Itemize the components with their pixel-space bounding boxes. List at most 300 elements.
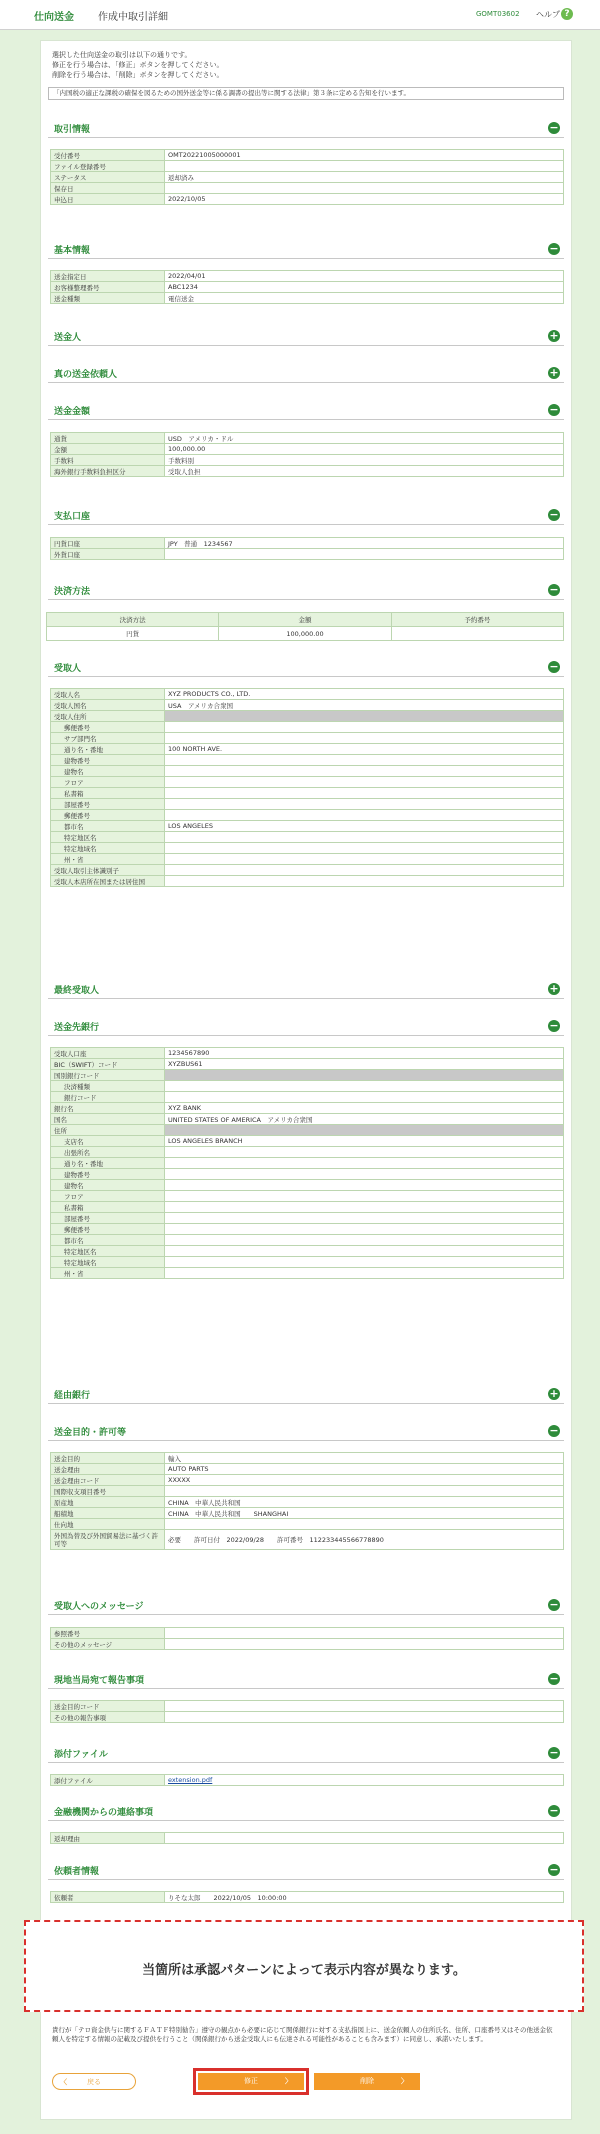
table-row	[51, 1092, 564, 1103]
section-title: 受取人へのメッセージ	[54, 1602, 144, 1612]
approval-pattern-notice	[24, 1920, 584, 2012]
field-label: 部屋番号	[51, 1213, 165, 1224]
section-header-saishu[interactable]	[48, 979, 564, 999]
section-header-keiyu[interactable]	[48, 1384, 564, 1404]
field-value	[165, 810, 564, 821]
field-label: 受取人口座	[51, 1048, 165, 1059]
screen-id: GOMT03602	[476, 10, 520, 18]
field-value	[165, 843, 564, 854]
table-row	[51, 711, 564, 722]
table-row	[51, 843, 564, 854]
field-value: LOS ANGELES	[165, 821, 564, 832]
section-header-mokuteki[interactable]	[48, 1421, 564, 1441]
collapse-icon[interactable]: −	[549, 403, 559, 416]
table-row	[51, 1147, 564, 1158]
field-value	[165, 733, 564, 744]
field-value: 輸入	[165, 1453, 564, 1464]
field-value	[165, 1833, 564, 1844]
field-value: 返却済み	[165, 172, 564, 183]
table-row	[51, 538, 564, 549]
field-value	[165, 876, 564, 887]
field-label: 銀行名	[51, 1103, 165, 1114]
field-value	[165, 1628, 564, 1639]
table-row	[51, 161, 564, 172]
field-label: 州・省	[51, 854, 165, 865]
field-label: 原産地	[51, 1497, 165, 1508]
table-row	[51, 1712, 564, 1723]
field-value: XYZBUS61	[165, 1059, 564, 1070]
section-header-kingaku[interactable]	[48, 400, 564, 420]
table-row	[51, 271, 564, 282]
table-row	[51, 1464, 564, 1475]
section-title: 現地当局宛て報告事項	[54, 1676, 145, 1686]
app-header	[0, 0, 600, 30]
table-row	[51, 1235, 564, 1246]
section-header-uketori[interactable]	[48, 657, 564, 677]
field-value	[165, 1092, 564, 1103]
table-row	[51, 1059, 564, 1070]
table-row	[51, 1180, 564, 1191]
field-label: その他の報告事項	[51, 1712, 165, 1723]
field-label: 特定地域名	[51, 1257, 165, 1268]
table-shiharai	[50, 537, 564, 560]
table-row	[51, 1833, 564, 1844]
field-value: 100,000.00	[165, 444, 564, 455]
collapse-icon[interactable]: −	[549, 660, 559, 673]
table-row	[51, 700, 564, 711]
field-label: 国際収支項目番号	[51, 1486, 165, 1497]
table-kessai	[46, 612, 564, 641]
field-label: 送金理由	[51, 1464, 165, 1475]
field-label: 銀行コード	[51, 1092, 165, 1103]
table-row	[51, 1202, 564, 1213]
field-label: その他のメッセージ	[51, 1639, 165, 1650]
field-label: 受取人名	[51, 689, 165, 700]
table-row	[51, 1268, 564, 1279]
help-icon[interactable]: ?	[561, 8, 573, 20]
expand-icon[interactable]: +	[549, 366, 559, 379]
field-value: XYZ PRODUCTS CO., LTD.	[165, 689, 564, 700]
table-row	[51, 744, 564, 755]
field-value	[165, 1158, 564, 1169]
table-cell: 円貨	[47, 627, 219, 641]
collapse-icon[interactable]: −	[549, 583, 559, 596]
table-row	[51, 1070, 564, 1081]
table-row	[51, 854, 564, 865]
table-row	[51, 799, 564, 810]
field-label: 支店名	[51, 1136, 165, 1147]
field-label: フロア	[51, 777, 165, 788]
field-label: 通り名・番地	[51, 744, 165, 755]
table-row	[51, 1103, 564, 1114]
collapse-icon[interactable]: −	[549, 1863, 559, 1876]
table-row	[51, 1191, 564, 1202]
field-label: サブ部門名	[51, 733, 165, 744]
section-title: 送金人	[54, 333, 82, 343]
table-row	[51, 1246, 564, 1257]
field-value: JPY 普通 1234567	[165, 538, 564, 549]
field-value: 2022/10/05	[165, 194, 564, 205]
section-header-tenpu[interactable]	[48, 1743, 564, 1763]
table-kingaku	[50, 432, 564, 477]
collapse-icon[interactable]: −	[549, 1672, 559, 1685]
page-title: 作成中取引詳細	[98, 12, 168, 23]
table-iraisha	[50, 1891, 564, 1903]
field-value	[165, 1712, 564, 1723]
table-row	[51, 194, 564, 205]
field-value: XXXXX	[165, 1475, 564, 1486]
field-value	[165, 788, 564, 799]
field-value	[165, 1070, 564, 1081]
field-label: 部屋番号	[51, 799, 165, 810]
field-value	[165, 1235, 564, 1246]
section-title: 決済方法	[54, 587, 91, 597]
field-label: 建物名	[51, 766, 165, 777]
field-value: 100 NORTH AVE.	[165, 744, 564, 755]
field-label: 建物番号	[51, 1169, 165, 1180]
field-value	[165, 1701, 564, 1712]
section-header-sokinnin[interactable]	[48, 326, 564, 346]
table-row	[51, 1639, 564, 1650]
field-value: USA アメリカ合衆国	[165, 700, 564, 711]
field-value	[165, 1202, 564, 1213]
table-row	[51, 1125, 564, 1136]
field-label: 送金目的	[51, 1453, 165, 1464]
modify-button-label: 修正	[244, 2077, 258, 2085]
table-row	[51, 788, 564, 799]
section-header-iraisha[interactable]	[48, 1860, 564, 1880]
table-row	[51, 1224, 564, 1235]
field-label: 建物名	[51, 1180, 165, 1191]
field-value	[165, 1180, 564, 1191]
table-row	[51, 1158, 564, 1169]
collapse-icon[interactable]: −	[549, 1746, 559, 1759]
table-row	[51, 876, 564, 887]
intro-line: 修正を行う場合は、「修正」ボタンを押してください。	[52, 61, 224, 69]
table-row	[51, 1530, 564, 1550]
table-row	[51, 455, 564, 466]
table-row	[51, 733, 564, 744]
field-label: ステータス	[51, 172, 165, 183]
table-row	[51, 755, 564, 766]
column-header: 金額	[219, 613, 391, 627]
field-label: 受取人国名	[51, 700, 165, 711]
field-value	[165, 1639, 564, 1650]
field-value	[165, 1519, 564, 1530]
field-label: 決済種類	[51, 1081, 165, 1092]
field-label: 保存日	[51, 183, 165, 194]
field-label: 受取人住所	[51, 711, 165, 722]
field-value	[165, 777, 564, 788]
chevron-right-icon: 〉	[401, 2077, 408, 2085]
field-label: 国別銀行コード	[51, 1070, 165, 1081]
field-value	[165, 1224, 564, 1235]
table-mokuteki	[50, 1452, 564, 1550]
section-title: 取引情報	[54, 125, 91, 135]
table-row	[51, 444, 564, 455]
field-label: 金額	[51, 444, 165, 455]
field-label: 受取人取引主体識別子	[51, 865, 165, 876]
field-label: 特定地区名	[51, 1246, 165, 1257]
field-value: USD アメリカ・ドル	[165, 433, 564, 444]
field-label: フロア	[51, 1191, 165, 1202]
field-value: LOS ANGELES BRANCH	[165, 1136, 564, 1147]
section-header-houkoku[interactable]	[48, 1669, 564, 1689]
field-label: ファイル登録番号	[51, 161, 165, 172]
help-link[interactable]: ヘルプ	[536, 10, 560, 19]
field-label: 添付ファイル	[51, 1775, 165, 1786]
table-kihon	[50, 270, 564, 304]
table-row	[51, 722, 564, 733]
field-value	[165, 1191, 564, 1202]
field-label: 特定地区名	[51, 832, 165, 843]
field-label: 申込日	[51, 194, 165, 205]
field-label: 郵便番号	[51, 722, 165, 733]
table-row	[51, 1628, 564, 1639]
modify-button[interactable]	[198, 2073, 304, 2090]
field-label: 都市名	[51, 1235, 165, 1246]
field-label: 返却理由	[51, 1833, 165, 1844]
collapse-icon[interactable]: −	[549, 1804, 559, 1817]
chevron-right-icon: 〉	[285, 2077, 292, 2085]
table-row	[51, 1475, 564, 1486]
delete-button-label: 削除	[360, 2077, 374, 2085]
section-header-message[interactable]	[48, 1595, 564, 1615]
field-label: 国名	[51, 1114, 165, 1125]
collapse-icon[interactable]: −	[549, 1424, 559, 1437]
field-value: 2022/04/01	[165, 271, 564, 282]
field-value: UNITED STATES OF AMERICA アメリカ合衆国	[165, 1114, 564, 1125]
field-value	[165, 1081, 564, 1092]
footer-consent-text: 貴行が「テロ資金供与に関するＦＡＴＦ特別勧告」遵守の観点から必要に応じて関係銀行に対する支払指図上に、送金依頼人の住所氏名、住所、口座番号又はその他送金依頼人を特定する情報の記載及び提供を行うこと（関係銀行から送金受取人にも伝達される可能性があることも含みます）に同意し、承諾いたします。	[52, 2026, 553, 2043]
field-value	[165, 549, 564, 560]
field-label: お客様整理番号	[51, 282, 165, 293]
table-row	[51, 1892, 564, 1903]
collapse-icon[interactable]: −	[549, 508, 559, 521]
table-row	[51, 1497, 564, 1508]
field-value: OMT20221005000001	[165, 150, 564, 161]
field-value	[165, 1213, 564, 1224]
table-row	[51, 549, 564, 560]
column-header: 予約番号	[391, 613, 563, 627]
table-row	[51, 1048, 564, 1059]
table-row	[51, 1081, 564, 1092]
table-row	[51, 766, 564, 777]
field-value	[165, 1486, 564, 1497]
table-row	[51, 1136, 564, 1147]
table-sakiginko	[50, 1047, 564, 1279]
field-value	[165, 799, 564, 810]
section-header-sakiginko[interactable]	[48, 1016, 564, 1036]
field-label: 通り名・番地	[51, 1158, 165, 1169]
section-title: 支払口座	[54, 512, 91, 522]
field-label: 住所	[51, 1125, 165, 1136]
section-title: 金融機関からの連絡事項	[54, 1808, 154, 1818]
table-row	[51, 865, 564, 876]
field-label: 受付番号	[51, 150, 165, 161]
table-cell: 100,000.00	[219, 627, 391, 641]
field-value	[165, 1268, 564, 1279]
field-label: 送金目的コード	[51, 1701, 165, 1712]
collapse-icon[interactable]: −	[549, 1598, 559, 1611]
expand-icon[interactable]: +	[549, 982, 559, 995]
table-tenpu	[50, 1774, 564, 1786]
table-row	[51, 172, 564, 183]
field-value: りそな太郎 2022/10/05 10:00:00	[165, 1892, 564, 1903]
field-label: 参照番号	[51, 1628, 165, 1639]
field-label: 外貨口座	[51, 549, 165, 560]
section-title: 送金目的・許可等	[54, 1428, 127, 1438]
field-label: 州・省	[51, 1268, 165, 1279]
field-label: BIC（SWIFT）コード	[51, 1059, 165, 1070]
table-row	[51, 1257, 564, 1268]
section-title: 依頼者情報	[54, 1867, 100, 1877]
field-value: 1234567890	[165, 1048, 564, 1059]
section-title: 基本情報	[54, 246, 91, 256]
back-button-label: 戻る	[87, 2078, 101, 2086]
field-label: 受取人本店所在国または居住国	[51, 876, 165, 887]
field-value	[165, 1169, 564, 1180]
section-title: 添付ファイル	[54, 1750, 108, 1760]
field-label: 都市名	[51, 821, 165, 832]
collapse-icon[interactable]: −	[549, 121, 559, 134]
section-title: 送金金額	[54, 407, 91, 417]
attachment-link[interactable]: extension.pdf	[168, 1776, 213, 1784]
table-uketori	[50, 688, 564, 887]
field-label: 送金種類	[51, 293, 165, 304]
table-row	[51, 1169, 564, 1180]
field-value: 電信送金	[165, 293, 564, 304]
column-header: 決済方法	[47, 613, 219, 627]
intro-text	[52, 50, 224, 80]
table-row	[51, 832, 564, 843]
field-value: AUTO PARTS	[165, 1464, 564, 1475]
field-value: 必要 許可日付 2022/09/28 許可番号 112233445566778890	[165, 1530, 564, 1550]
section-header-kihon[interactable]	[48, 239, 564, 259]
section-title: 最終受取人	[54, 986, 100, 996]
chevron-left-icon: 〈	[60, 2078, 67, 2086]
field-value: 受取人負担	[165, 466, 564, 477]
field-value	[165, 1775, 564, 1786]
field-value: XYZ BANK	[165, 1103, 564, 1114]
section-title: 経由銀行	[54, 1391, 91, 1401]
collapse-icon[interactable]: −	[549, 1019, 559, 1032]
field-value	[165, 1147, 564, 1158]
table-row	[51, 1453, 564, 1464]
table-renraku	[50, 1832, 564, 1844]
table-row	[51, 810, 564, 821]
table-row	[51, 1213, 564, 1224]
table-row	[51, 293, 564, 304]
field-value	[165, 183, 564, 194]
table-cell	[391, 627, 563, 641]
field-value	[165, 766, 564, 777]
field-value	[165, 161, 564, 172]
field-label: 出張所名	[51, 1147, 165, 1158]
table-row	[51, 466, 564, 477]
back-button[interactable]	[52, 2073, 136, 2090]
intro-line: 削除を行う場合は、「削除」ボタンを押してください。	[52, 71, 224, 79]
table-row	[51, 1508, 564, 1519]
table-houkoku	[50, 1700, 564, 1723]
section-header-renraku[interactable]	[48, 1801, 564, 1821]
table-row	[51, 282, 564, 293]
field-label: 海外銀行手数料負担区分	[51, 466, 165, 477]
table-row	[51, 777, 564, 788]
field-label: 仕向地	[51, 1519, 165, 1530]
table-message	[50, 1627, 564, 1650]
field-label: 郵便番号	[51, 810, 165, 821]
field-label: 建物番号	[51, 755, 165, 766]
field-label: 円貨口座	[51, 538, 165, 549]
field-label: 依頼者	[51, 1892, 165, 1903]
field-value	[165, 711, 564, 722]
table-row	[47, 627, 564, 641]
field-label: 手数料	[51, 455, 165, 466]
section-title: 送金先銀行	[54, 1023, 100, 1033]
field-value	[165, 1257, 564, 1268]
field-value	[165, 854, 564, 865]
field-label: 送金指定日	[51, 271, 165, 282]
field-value	[165, 832, 564, 843]
section-header-shiharai[interactable]	[48, 505, 564, 525]
section-header-kessai[interactable]	[48, 580, 564, 600]
delete-button[interactable]	[314, 2073, 420, 2090]
field-value: CHINA 中華人民共和国 SHANGHAI	[165, 1508, 564, 1519]
app-brand: 仕向送金	[34, 12, 74, 23]
section-title: 受取人	[54, 664, 82, 674]
section-header-torihiki[interactable]	[48, 118, 564, 138]
field-value	[165, 755, 564, 766]
field-value	[165, 1246, 564, 1257]
field-value: ABC1234	[165, 282, 564, 293]
collapse-icon[interactable]: −	[549, 242, 559, 255]
field-label: 郵便番号	[51, 1224, 165, 1235]
table-row	[51, 821, 564, 832]
expand-icon[interactable]: +	[549, 329, 559, 342]
field-value	[165, 1125, 564, 1136]
table-row	[51, 689, 564, 700]
field-label: 特定地域名	[51, 843, 165, 854]
table-row	[51, 1775, 564, 1786]
field-label: 通貨	[51, 433, 165, 444]
field-label: 私書箱	[51, 1202, 165, 1213]
table-row	[51, 150, 564, 161]
field-label: 送金理由コード	[51, 1475, 165, 1486]
table-row	[51, 1486, 564, 1497]
table-row	[51, 1701, 564, 1712]
field-label: 私書箱	[51, 788, 165, 799]
table-header-row	[47, 613, 564, 627]
section-header-shin-irai[interactable]	[48, 363, 564, 383]
table-row	[51, 1519, 564, 1530]
table-torihiki	[50, 149, 564, 205]
table-row	[51, 1114, 564, 1125]
legal-notice: 「内国税の適正な課税の確保を図るための国外送金等に係る調書の提出等に関する法律」第３条に定める告知を行います。	[48, 87, 564, 100]
field-label: 船積地	[51, 1508, 165, 1519]
field-label: 外国為替及び外国貿易法に基づく許可等	[51, 1530, 165, 1550]
table-row	[51, 183, 564, 194]
field-value: 手数料別	[165, 455, 564, 466]
section-title: 真の送金依頼人	[54, 370, 118, 380]
notice-text: 当箇所は承認パターンによって表示内容が異なります。	[142, 1963, 466, 1978]
field-value	[165, 722, 564, 733]
intro-line: 選択した仕向送金の取引は以下の通りです。	[52, 51, 192, 59]
field-value	[165, 865, 564, 876]
expand-icon[interactable]: +	[549, 1387, 559, 1400]
field-value: CHINA 中華人民共和国	[165, 1497, 564, 1508]
table-row	[51, 433, 564, 444]
